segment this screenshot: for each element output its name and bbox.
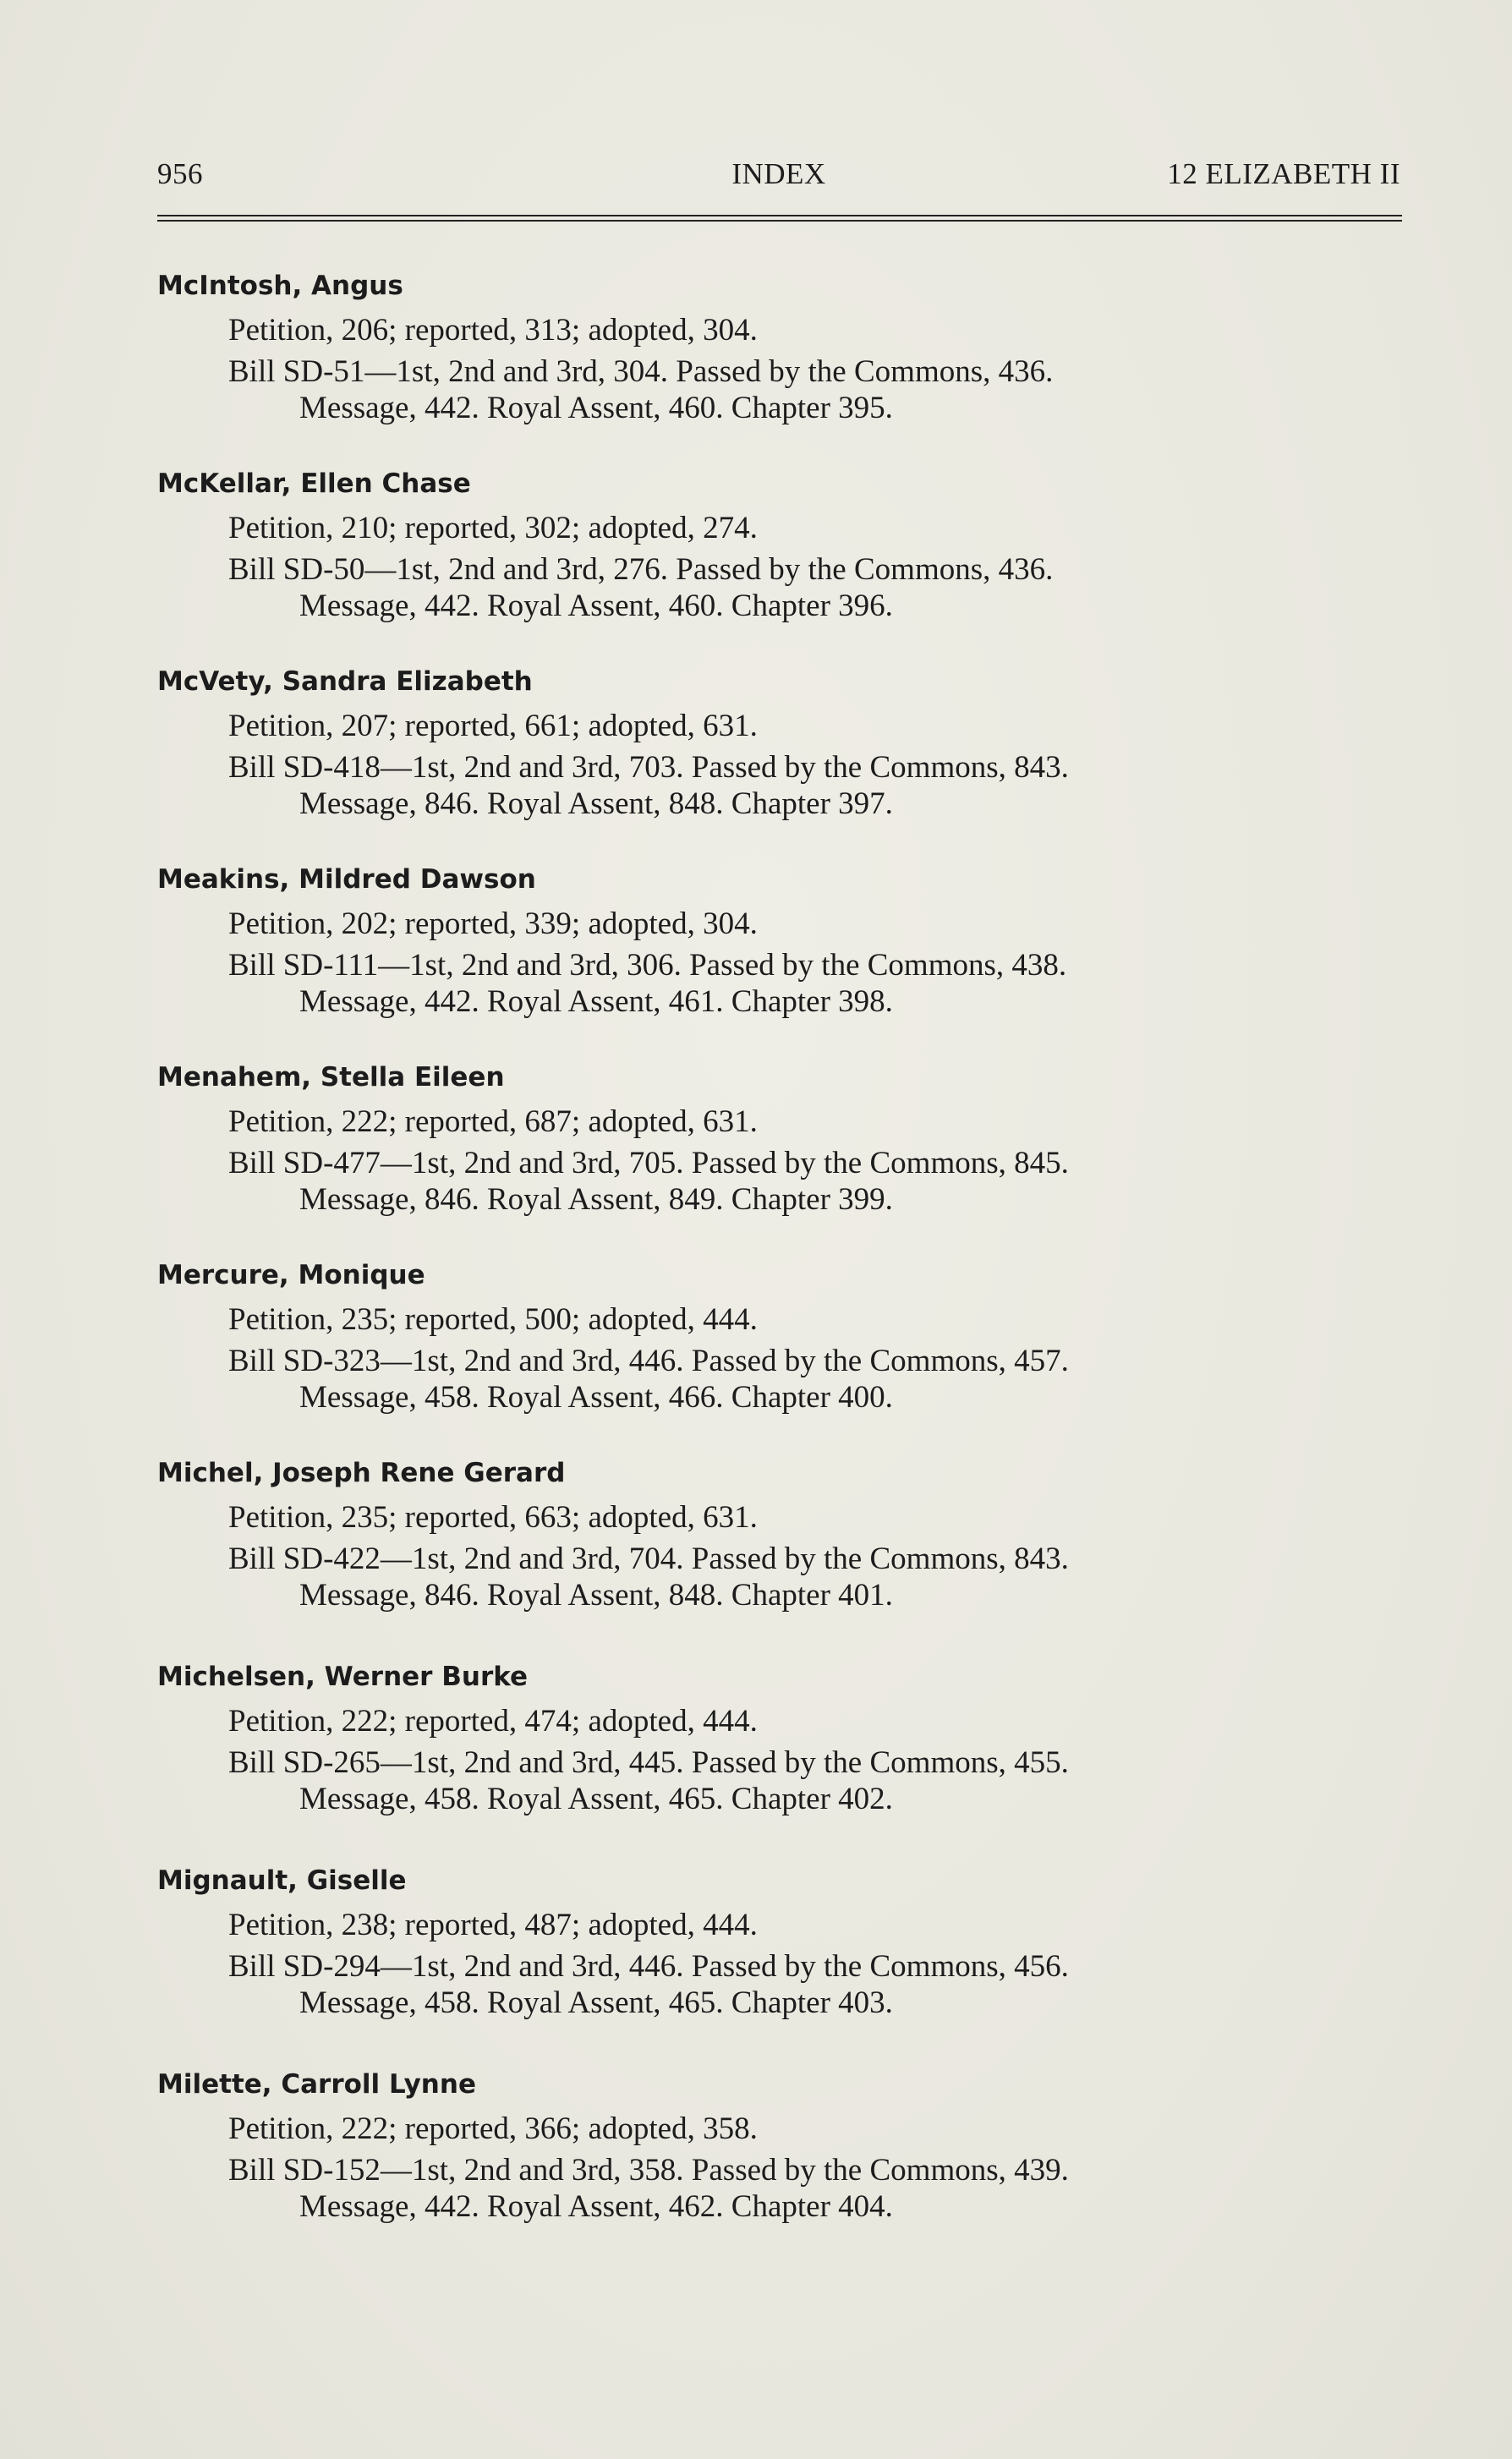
- entry-message: Message, 442. Royal Assent, 462. Chapter 404.: [299, 2189, 893, 2224]
- index-entry: [157, 1060, 1341, 1258]
- entry-message: Message, 846. Royal Assent, 848. Chapter 401.: [299, 1578, 893, 1613]
- entry-name: Mercure, Monique: [157, 1260, 425, 1290]
- index-entry: [157, 1864, 1341, 2067]
- entry-name: Meakins, Mildred Dawson: [157, 864, 536, 895]
- entry-bill: Bill SD-265—1st, 2nd and 3rd, 445. Passed by the Commons, 455.: [228, 1745, 1069, 1780]
- entry-name: Milette, Carroll Lynne: [157, 2069, 476, 2100]
- entry-name: Mignault, Giselle: [157, 1865, 407, 1896]
- entry-petition: Petition, 235; reported, 663; adopted, 631.: [228, 1500, 758, 1535]
- entry-name: McKellar, Ellen Chase: [157, 468, 471, 499]
- index-entry: [157, 1258, 1341, 1456]
- index-entry: [157, 467, 1341, 665]
- entry-message: Message, 442. Royal Assent, 460. Chapter 395.: [299, 391, 893, 425]
- entry-bill: Bill SD-418—1st, 2nd and 3rd, 703. Passed by the Commons, 843.: [228, 750, 1069, 785]
- header-title: INDEX: [731, 157, 826, 190]
- entry-bill: Bill SD-294—1st, 2nd and 3rd, 446. Passed by the Commons, 456.: [228, 1949, 1069, 1984]
- entry-petition: Petition, 210; reported, 302; adopted, 274.: [228, 511, 758, 545]
- entry-bill: Bill SD-323—1st, 2nd and 3rd, 446. Passed by the Commons, 457.: [228, 1344, 1069, 1378]
- entry-bill: Bill SD-111—1st, 2nd and 3rd, 306. Passed by the Commons, 438.: [228, 948, 1067, 983]
- index-entry: [157, 665, 1341, 863]
- entry-message: Message, 442. Royal Assent, 460. Chapter 396.: [299, 589, 893, 623]
- index-entries: [157, 269, 1341, 2271]
- entry-name: McIntosh, Angus: [157, 271, 403, 301]
- index-entry: [157, 863, 1341, 1060]
- entry-message: Message, 458. Royal Assent, 465. Chapter 402.: [299, 1782, 893, 1816]
- entry-name: Michel, Joseph Rene Gerard: [157, 1458, 566, 1488]
- entry-name: McVety, Sandra Elizabeth: [157, 666, 533, 697]
- entry-message: Message, 846. Royal Assent, 848. Chapter 397.: [299, 786, 893, 821]
- header-volume: 12 ELIZABETH II: [1167, 157, 1400, 190]
- entry-message: Message, 442. Royal Assent, 461. Chapter 398.: [299, 984, 893, 1019]
- index-entry: [157, 1660, 1341, 1864]
- header-rule-bottom: [157, 220, 1402, 222]
- entry-petition: Petition, 235; reported, 500; adopted, 444.: [228, 1302, 758, 1337]
- entry-message: Message, 458. Royal Assent, 466. Chapter 400.: [299, 1380, 893, 1415]
- entry-message: Message, 458. Royal Assent, 465. Chapter 403.: [299, 1985, 893, 2020]
- entry-petition: Petition, 202; reported, 339; adopted, 304.: [228, 906, 758, 941]
- entry-petition: Petition, 222; reported, 687; adopted, 631.: [228, 1104, 758, 1139]
- entry-petition: Petition, 238; reported, 487; adopted, 444.: [228, 1908, 758, 1942]
- entry-name: Michelsen, Werner Burke: [157, 1662, 529, 1692]
- entry-petition: Petition, 222; reported, 474; adopted, 444.: [228, 1704, 758, 1739]
- entry-petition: Petition, 222; reported, 366; adopted, 358.: [228, 2111, 758, 2146]
- index-entry: [157, 1456, 1341, 1660]
- entry-bill: Bill SD-152—1st, 2nd and 3rd, 358. Passed by the Commons, 439.: [228, 2153, 1069, 2188]
- index-entry: [157, 269, 1341, 467]
- page-number: 956: [157, 157, 203, 190]
- entry-message: Message, 846. Royal Assent, 849. Chapter 399.: [299, 1182, 893, 1217]
- entry-bill: Bill SD-51—1st, 2nd and 3rd, 304. Passed by the Commons, 436.: [228, 354, 1054, 389]
- entry-name: Menahem, Stella Eileen: [157, 1062, 505, 1093]
- index-entry: [157, 2067, 1341, 2271]
- header-rule-top: [157, 215, 1402, 216]
- entry-bill: Bill SD-50—1st, 2nd and 3rd, 276. Passed by the Commons, 436.: [228, 552, 1054, 587]
- entry-petition: Petition, 207; reported, 661; adopted, 631.: [228, 709, 758, 743]
- entry-bill: Bill SD-477—1st, 2nd and 3rd, 705. Passed by the Commons, 845.: [228, 1146, 1069, 1180]
- entry-bill: Bill SD-422—1st, 2nd and 3rd, 704. Passed by the Commons, 843.: [228, 1542, 1069, 1576]
- entry-petition: Petition, 206; reported, 313; adopted, 304.: [228, 313, 758, 348]
- running-header: [157, 157, 1400, 200]
